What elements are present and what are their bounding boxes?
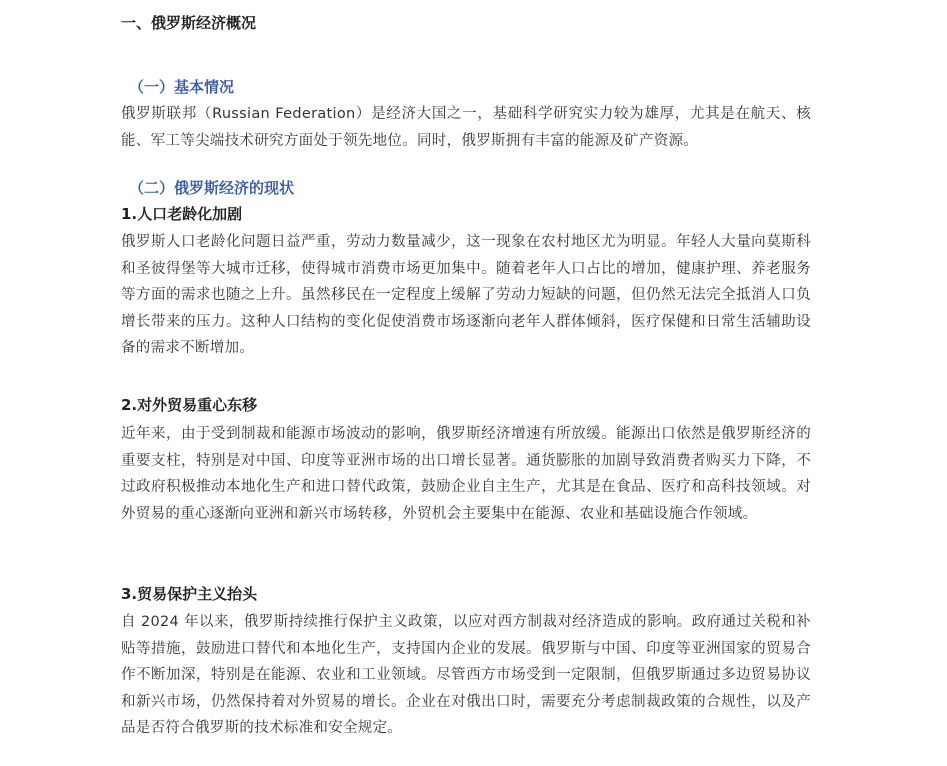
paragraph-protectionism: 自 2024 年以来，俄罗斯持续推行保护主义政策，以应对西方制裁对经济造成的影响。政府通过关税和补贴等措施，鼓励进口替代和本地化生产，支持国内企业的发展。俄罗斯与中国、印度等亚洲国家的贸易合作不断加深，特别是在能源、农业和工业领域。尽管西方市场受到一定限制，但俄罗斯通过多边贸易协议和新兴市场，仍然保持着对外贸易的增长。企业在对俄出口时，需要充分考虑制裁政策的合规性，以及产品是否符合俄罗斯的技术标准和安全规定。 (121, 614, 811, 736)
subsection-title-basic-info: （一）基本情况 (129, 78, 235, 96)
point-title-protectionism: 3.贸易保护主义抬头 (121, 585, 258, 603)
point-title-trade-shift: 2.对外贸易重心东移 (121, 396, 258, 414)
paragraph-trade-shift: 近年来，由于受到制裁和能源市场波动的影响，俄罗斯经济增速有所放缓。能源出口依然是俄罗斯经济的重要支柱，特别是对中国、印度等亚洲市场的出口增长显著。通货膨胀的加剧导致消费者购买力下降，不过政府积极推动本地化生产和进口替代政策，鼓励企业自主生产，尤其是在食品、医疗和高科技领域。对外贸易的重心逐渐向亚洲和新兴市场转移，外贸机会主要集中在能源、农业和基础设施合作领域。 (121, 426, 811, 522)
paragraph-basic-info: 俄罗斯联邦（Russian Federation）是经济大国之一，基础科学研究实力较为雄厚，尤其是在航天、核能、军工等尖端技术研究方面处于领先地位。同时，俄罗斯拥有丰富的能源及矿产资源。 (121, 106, 811, 149)
section-title-economy-overview: 一、俄罗斯经济概况 (121, 14, 257, 32)
subsection-title-current-status: （二）俄罗斯经济的现状 (129, 179, 295, 197)
paragraph-aging: 俄罗斯人口老龄化问题日益严重，劳动力数量减少，这一现象在农村地区尤为明显。年轻人大量向莫斯科和圣彼得堡等大城市迁移，使得城市消费市场更加集中。随着老年人口占比的增加，健康护理、养老服务等方面的需求也随之上升。虽然移民在一定程度上缓解了劳动力短缺的问题，但仍然无法完全抵消人口负增长带来的压力。这种人口结构的变化促使消费市场逐渐向老年人群体倾斜，医疗保健和日常生活辅助设备的需求不断增加。 (121, 234, 811, 356)
point-title-aging: 1.人口老龄化加剧 (121, 205, 243, 223)
